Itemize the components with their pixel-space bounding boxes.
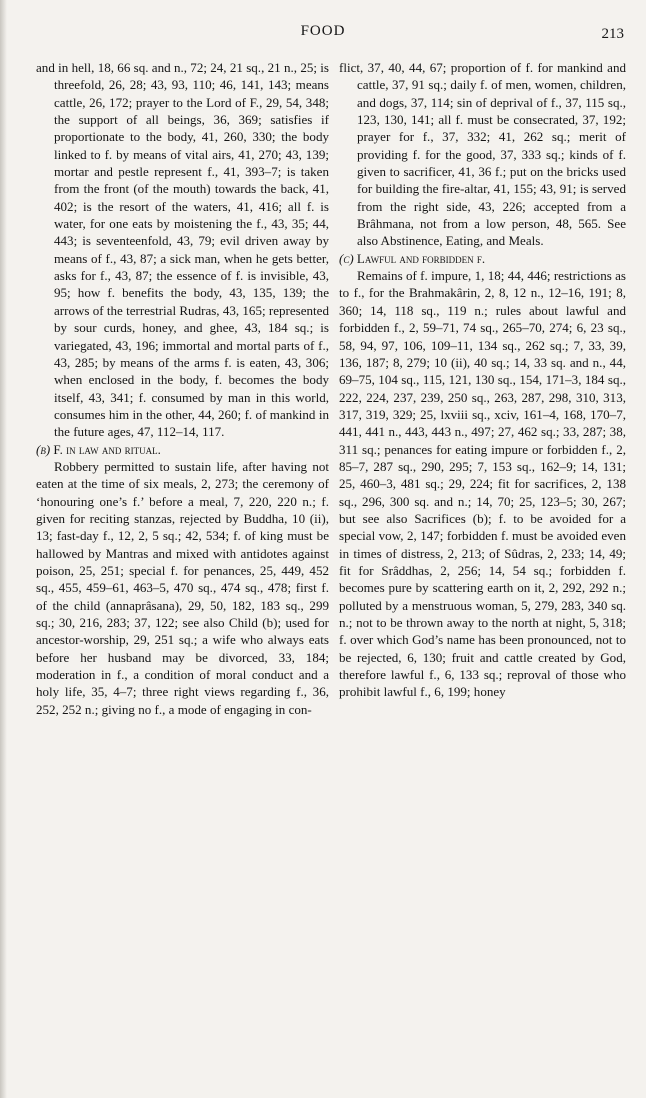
section-heading-c	[339, 250, 626, 267]
entry-continuation: flict, 37, 40, 44, 67; proportion of f. for mankind and cattle, 37, 91 sq.; daily f. of men, women, children, and dogs, 37, 114; sin of deprival of f., 37, 115 sq., 123, 130, 141; all f. must be consecrated, 37, 192; prayer for f., 37, 332; 41, 262 sq.; merit of providing f. for the good, 37, 333 sq.; kinds of f. given to sacrificer, 41, 36 f.; put on the bricks used for building the fire-altar, 41, 155; 43, 91; is served from the right side, 43, 226; accepted from a Brâhmana, not from a low person, 48, 565. See also Abstinence, Eating, and Meals.	[339, 60, 626, 249]
left-column	[36, 59, 329, 718]
section-entry-c: Remains of f. impure, 1, 18; 44, 446; restrictions as to f., for the Brahmakârin, 2, 8, 12 n., 12–16, 191; 8, 360; 14, 118 sq., 119 n.; rules about lawful and forbidden f., 2, 59–71, 74 sq., 265–70, 274; 6, 23 sq., 58, 94, 97, 106, 109–11, 134 sq., 262 sq.; 7, 33, 39, 136, 187; 8, 279; 10 (ii), 40 sq.; 14, 33 sq. and n., 44, 69–75, 104 sq., 115, 121, 130 sq., 154, 171–3, 184 sq., 222, 224, 237, 239, 250 sq., 263, 287, 298, 310, 313, 317, 319, 329; 25, lxviii sq., xciv, 161–4, 168, 170–7, 441, 441 n., 443, 443 n., 497; 27, 462 sq.; 33, 287; 38, 311 sq.; penances for eating impure or forbidden f., 2, 85–7, 287 sq., 290, 295; 7, 153 sq., 162–9; 14, 131; 25, 460–3, 481 sq.; 29, 224; fit for sacrifices, 2, 138 sq., 296, 300 sq. and n.; 14, 70; 25, 123–5; 30, 267; but see also Sacrifices (b); f. to be avoided for a special vow, 2, 147; forbidden f. must be avoided even in times of distress, 2, 213; of Sûdras, 2, 233; 14, 49; fit for Srâddhas, 2, 256; 14, 54 sq.; forbidden f. becomes pure by scattering earth on it, 2, 292, 292 n.; polluted by a menstruous woman, 5, 279, 283, 340 sq. n.; not to be thrown away to the north at night, 5, 318; f. over which God’s name has been pronounced, not to be rejected, 6, 130; fruit and cattle created by God, therefore lawful f., 6, 133 sq.; reproval of those who prohibit lawful f., 6, 199; honey	[339, 268, 626, 700]
section-letter: (b)	[36, 441, 51, 457]
section-title: Lawful and forbidden f.	[356, 250, 486, 266]
page-number: 213	[601, 26, 624, 42]
page-edge-shadow	[0, 0, 7, 1098]
section-heading-b	[36, 441, 329, 458]
running-title: FOOD	[300, 23, 346, 39]
section-entry-b: Robbery permitted to sustain life, after having not eaten at the time of six meals, 2, 273; the ceremony of ‘honouring one’s f.’ before a meal, 7, 220, 220 n.; f. given for reciting stanzas, rejected by Buddha, 10 (ii), 13; fast-day f., 12, 2, 5 sq.; 42, 534; f. of king must be hallowed by Mantras and mixed with antidotes against poison, 25, 251; special f. for penances, 25, 449, 452 sq., 455, 459–61, 463–5, 470 sq., 474 sq., 478; first f. of the child (annaprâsana), 29, 50, 182, 183 sq., 299 sq.; 30, 216, 283; 37, 122; see also Child (b); used for ancestor-worship, 29, 251 sq.; a wife who always eats before her husband may be divorced, 33, 184; moderation in f., a condition of moral conduct and a holy life, 35, 4–7; three right views regarding f., 36, 252, 252 n.; giving no f., a mode of engaging in con-	[36, 458, 329, 717]
right-column	[339, 59, 626, 701]
page-header	[0, 20, 646, 44]
entry-continuation: and in hell, 18, 66 sq. and n., 72; 24, 21 sq., 21 n., 25; is threefold, 26, 28; 43, 93, 110; 46, 141, 143; means cattle, 26, 172; prayer to the Lord of F., 29, 54, 348; the support of all beings, 36, 369; satisfies if proportionate to the body, 41, 260, 330; the body linked to f. by means of vital airs, 41, 270; 43, 139; mortar and pestle represent f., 41, 393–7; is taken from the front (of the mouth) towards the back, 41, 402; is the resort of the waters, 41, 416; all f. is water, for one eats by moistening the f., 43, 35; 44, 443; is seventeenfold, 43, 79; evil driven away by means of f., 43, 87; a sick man, when he gets better, asks for f., 43, 87; the essence of f. is invisible, 43, 95; how f. benefits the body, 43, 135, 139; the arrows of the terrestrial Rudras, 43, 165; represented by sour curds, honey, and ghee, 43, 184 sq.; is variegated, 43, 196; immortal and mortal parts of f., 43, 285; by means of the arms f. is eaten, 43, 306; when enclosed in the body, f. becomes the body itself, 43, 341; f. consumed by man in this world, consumes him in the other, 44, 260; f. of mankind in the future ages, 47, 112–14, 117.	[36, 60, 329, 440]
section-letter: (c)	[339, 250, 354, 266]
section-title: F. in law and ritual.	[53, 441, 161, 457]
